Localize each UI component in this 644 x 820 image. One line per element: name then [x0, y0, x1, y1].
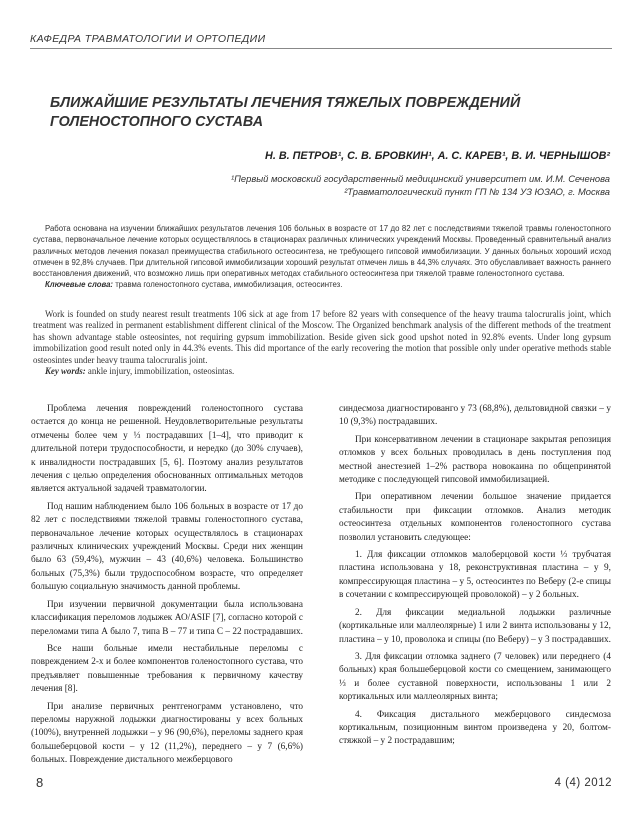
- body-paragraph: 3. Для фиксации отломка заднего (7 человек) или переднего (4 больных) края большеберцовой кости со смещением, занимающего ⅓ и более суставной поверхности, использованы 1 или 2 кортикальных или маллеолярных винта;: [339, 651, 611, 703]
- body-paragraph: При консервативном лечении в стационаре закрытая репозиция отломков у всех больных проводилась в день поступления под местной анестезией 1–2% раствора новокаина по общепринятой методике с последующей гипсовой иммобилизацией.: [339, 434, 611, 486]
- body-paragraph: Все наши больные имели нестабильные переломы с повреждением 2-х и более компонентов голеностопного сустава, что предъявляет повышенные требования к первичному качеству лечения [8].: [31, 643, 303, 695]
- page-number: 8: [36, 775, 44, 790]
- issue-info: 4 (4) 2012: [554, 777, 612, 789]
- abstract-russian: [33, 223, 611, 291]
- body-paragraph: синдесмоза диагностированго у 73 (68,8%), дельтовидной связки – у 10 (9,3%) пострадавших.: [339, 404, 611, 428]
- body-paragraph: Проблема лечения повреждений голеностопного сустава остается до конца не решенной. Неудовлетворительные результаты отмечены более чем у ⅓ пострадавших [1–4], что приводит к длительной потери трудоспособности, и нередко (до 30% случаев), к инвалидности пострадавших [5, 6]. Поэтому анализ результатов лечения с целью определения обоснованных оптимальных методов является актуальной задачей травматологии.: [31, 404, 303, 495]
- body-paragraph: 2. Для фиксации медиальной лодыжки различные (кортикальные или маллеолярные) 1 или 2 винта использованы у 12, пластина – у 10, проволока и спицы (по Веберу) – у 3 пострадавших.: [339, 607, 611, 645]
- body-paragraph: 1. Для фиксации отломков малоберцовой кости ⅓ трубчатая пластина использована у 18, реконструктивная пластина – у 9, компрессирующая пластина – у 5, остеосинтез по Веберу (2-е спицы в сочетании с компрессирующей проволокой) – у 2 больных.: [339, 550, 611, 601]
- affiliation-2: ²Травматологический пункт ГП № 134 УЗ ЮЗАО, г. Москва: [344, 185, 610, 197]
- keywords-russian-label: Ключевые слова:: [45, 280, 114, 290]
- body-column-right: [339, 403, 611, 753]
- article-title-line-1: БЛИЖАЙШИЕ РЕЗУЛЬТАТЫ ЛЕЧЕНИЯ ТЯЖЕЛЫХ ПОВРЕЖДЕНИЙ: [50, 95, 521, 111]
- author-affiliations: [231, 173, 610, 198]
- body-column-left: [31, 403, 303, 772]
- abstract-russian-text: Работа основана на изучении ближайших результатов лечения 106 больных в возрасте от 17 до 82 лет с последствиями тяжелой травмы голеностопного сустава, первоначальное лечение которых осуществлялось в стационарах различных клинических учреждений Москвы. Проведенный сравнительный анализ различных методов лечения показал преимущества стабильного остеосинтеза, не требующего гипсовой иммобилизации. У данных больных хороший исход отмечен в 92,8% случаев. При длительной гипсовой иммобилизации хороший результат отмечен лишь в 44,3% случаях. Это обуславливает важность раннего восстановления движений, что возможно лишь при оперативных методах стабильного остеосинтеза при тяжелой травме голеностопного сустава.: [33, 224, 611, 279]
- abstract-english-text: Work is founded on study nearest result treatments 106 sick at age from 17 before 82 years with consequence of the heavy trauma talocruralis joint, which treatment was realized in permanent establishment different clinical of the Moscow. The Organized benchmark analysis of the different methods of the treatment has shown advantage stable osteosintes, not requiring gypsum immobilization. Beside given sick good upshot noted in 92.8% events. Under long gypsum immobilization good result noted only in 44.3% events. This did mportance of the early recovering the motion that possible only under operative methods stable osteosintes under heavy trauma talocruralis joint.: [33, 309, 611, 365]
- journal-section-header: КАФЕДРА ТРАВМАТОЛОГИИ И ОРТОПЕДИИ: [30, 33, 612, 49]
- abstract-english: [33, 309, 611, 377]
- affiliation-1: ¹Первый московский государственный медицинский университет им. И.М. Сеченова: [231, 173, 610, 184]
- body-paragraph: При анализе первичных рентгенограмм установлено, что переломы наружной лодыжки диагностированы у всех больных (100%), внутренней лодыжки – у 96 (90,6%), переломы заднего края большеберцовой кости – у 12 (11,2%), переднего – у 7 (6,6%) больных. Повреждение дистального межберцового: [31, 701, 303, 766]
- keywords-english-list: ankle injury, immobilization, osteosintas.: [85, 366, 235, 377]
- body-paragraph: Под нашим наблюдением было 106 больных в возрасте от 17 до 82 лет с последствиями тяжелой травмы голеностопного сустава, первоначальное лечение которых осуществлялось в стационарах различных клинических учреждений Москвы. Среди них женщин было 63 (59,4%), мужчин – 43 (40,6%) человека. Большинство больных (75,3%) были трудоспособном возрасте, что определяет большую социальную значимость данной проблемы.: [31, 501, 303, 593]
- article-title-line-2: ГОЛЕНОСТОПНОГО СУСТАВА: [50, 114, 264, 130]
- keywords-russian: [33, 279, 611, 290]
- article-title: [50, 94, 610, 132]
- body-paragraph: 4. Фиксация дистального межберцового синдесмоза кортикальным, позиционным винтом произведена у 20, болтом-стяжкой – у 2 пострадавшим;: [339, 709, 611, 747]
- keywords-english: [33, 366, 611, 377]
- article-authors: Н. В. ПЕТРОВ¹, С. В. БРОВКИН¹, А. С. КАРЕВ¹, В. И. ЧЕРНЫШОВ²: [265, 150, 610, 162]
- body-paragraph: При оперативном лечении большое значение придается стабильности при фиксации отломков. Анализ методик остеосинтеза отдельных компонентов голеностопного сустава позволил установить следующее:: [339, 492, 611, 543]
- keywords-english-label: Key words:: [45, 366, 86, 377]
- body-paragraph: При изучении первичной документации была использована классификация переломов лодыжек АО/ASIF [7], согласно которой с переломами типа А было 7, типа В – 77 и типа С – 22 пострадавших.: [31, 599, 303, 637]
- keywords-russian-list: травма голеностопного сустава, иммобилизация, остеосинтез.: [113, 280, 343, 290]
